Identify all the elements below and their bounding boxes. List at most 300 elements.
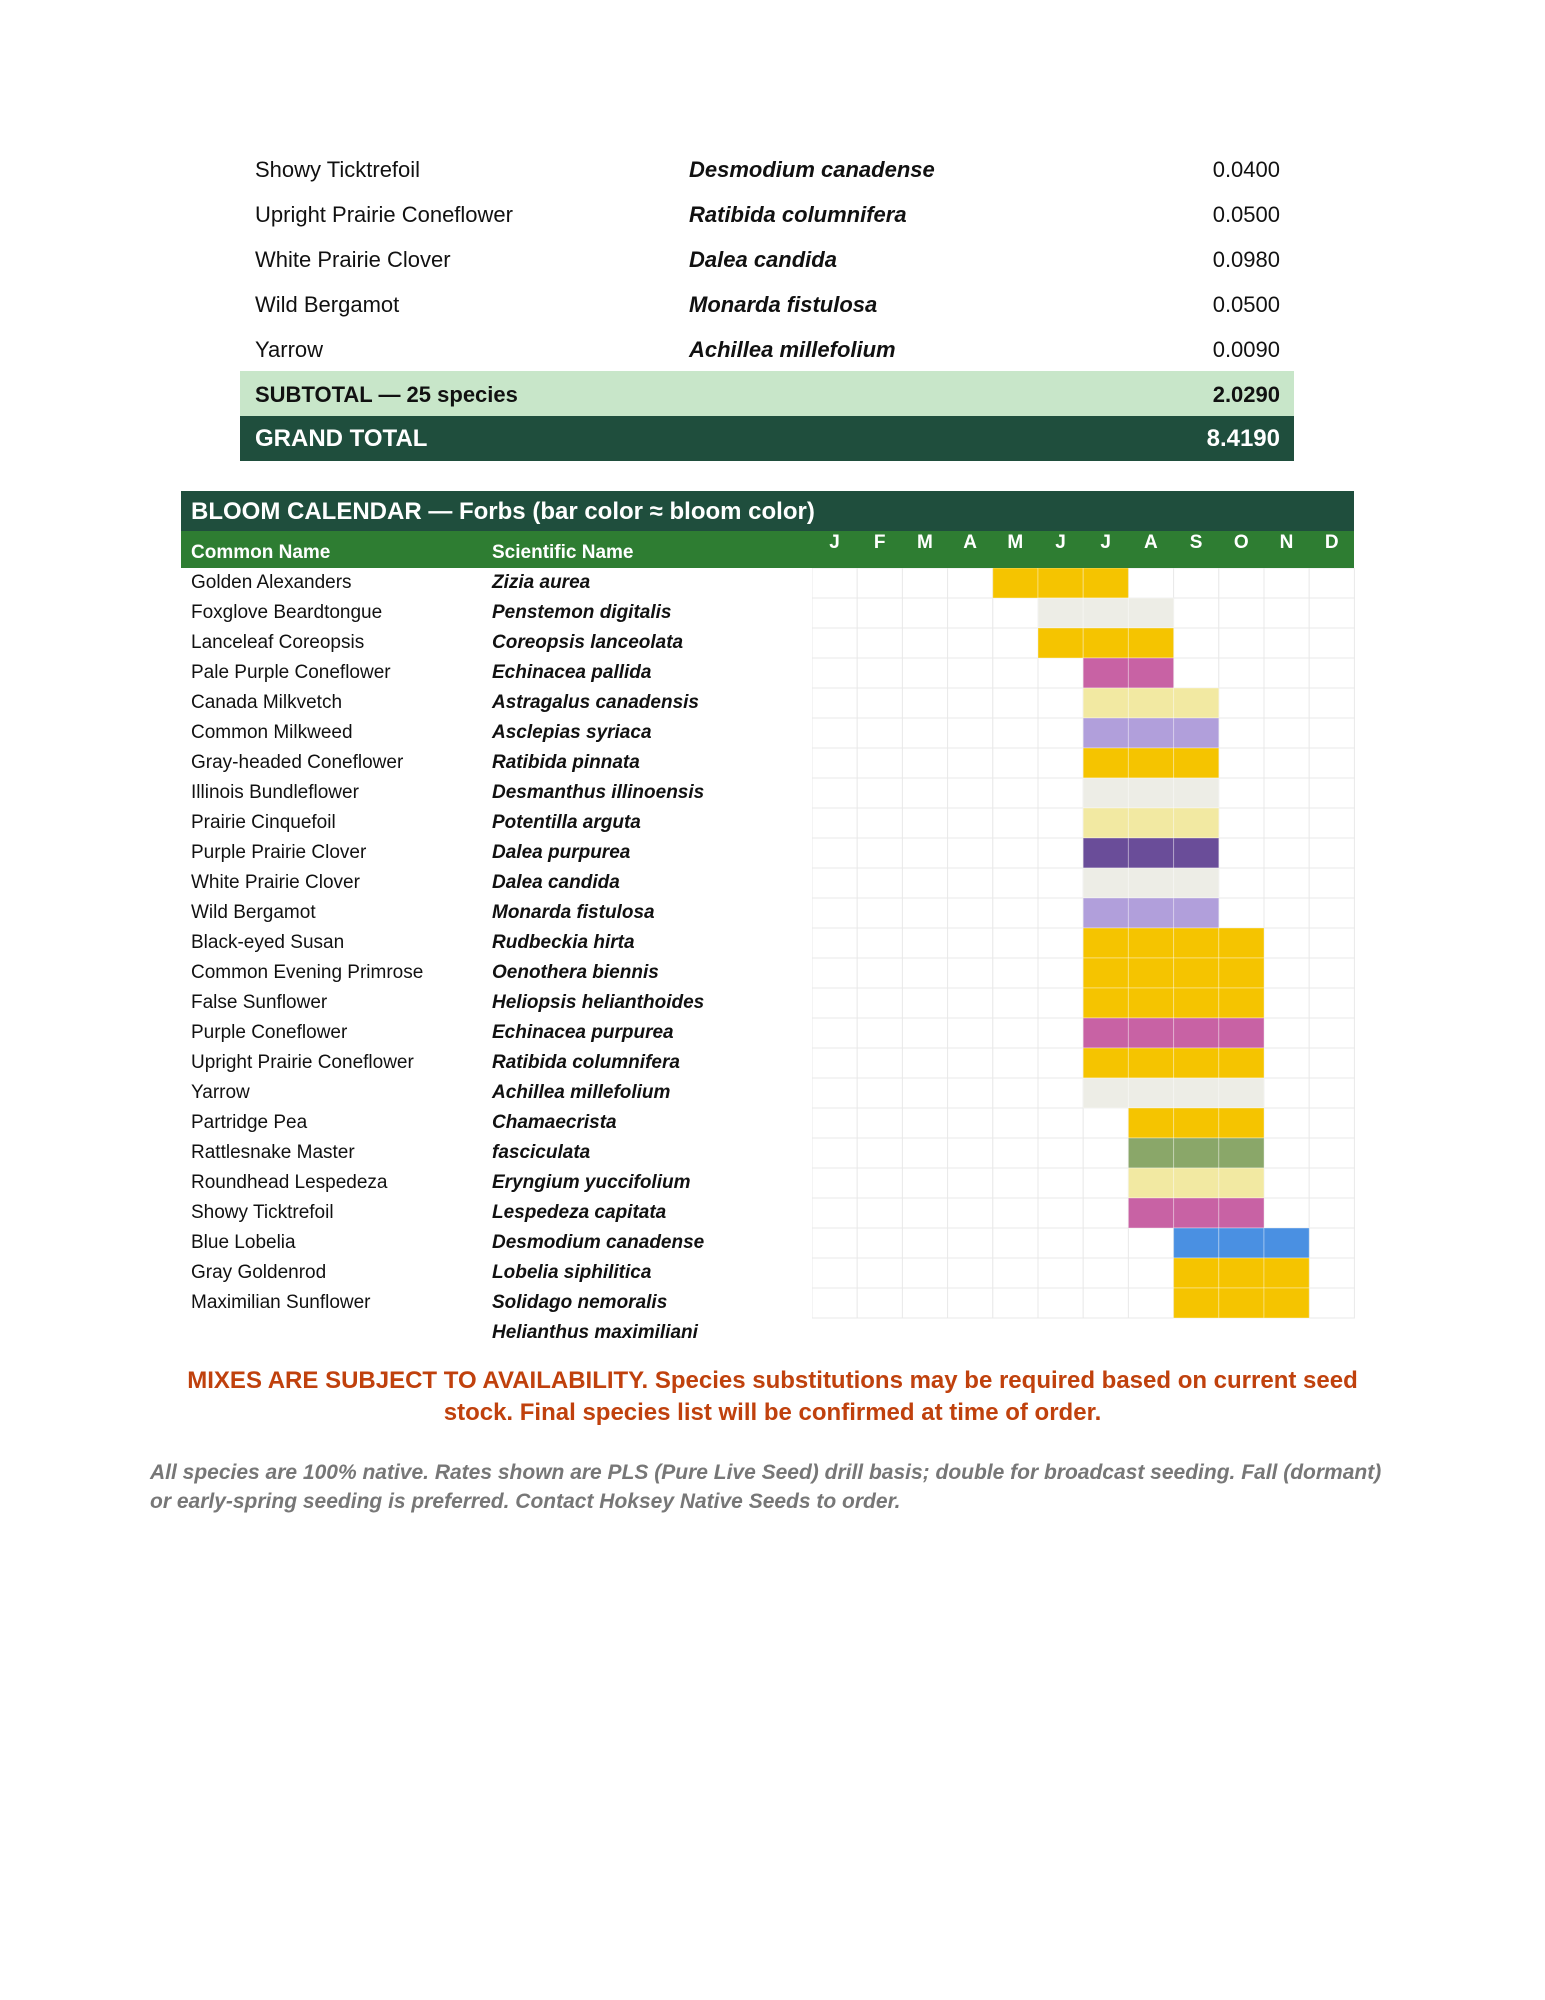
grid-cell (1309, 928, 1354, 958)
bloom-bar-cell (993, 568, 1038, 598)
bloom-bar-cell (1219, 1048, 1264, 1078)
scientific-name-header: Scientific Name (492, 542, 634, 563)
grid-cell (948, 1288, 993, 1318)
calendar-scientific-name: Solidago nemoralis (492, 1292, 668, 1313)
grid-cell (1038, 1138, 1083, 1168)
grid-cell (948, 1108, 993, 1138)
grid-cell (948, 928, 993, 958)
common-name: Wild Bergamot (255, 292, 400, 317)
bloom-bar-cell (1174, 958, 1219, 988)
grid-cell (1038, 658, 1083, 688)
bloom-bar-cell (1083, 958, 1128, 988)
grid-cell (1309, 1288, 1354, 1318)
grid-cell (1264, 898, 1309, 928)
grid-cell (1309, 1048, 1354, 1078)
grid-cell (993, 1078, 1038, 1108)
grid-cell (902, 868, 947, 898)
grid-cell (1174, 598, 1219, 628)
grid-cell (1128, 568, 1173, 598)
grid-cell (1309, 1228, 1354, 1258)
grid-cell (812, 718, 857, 748)
grid-cell (1264, 658, 1309, 688)
bloom-bar-cell (1083, 928, 1128, 958)
month-header: N (1279, 532, 1294, 553)
grid-cell (948, 1258, 993, 1288)
calendar-common-name: Upright Prairie Coneflower (191, 1052, 414, 1073)
grid-cell (857, 568, 902, 598)
calendar-scientific-name: Rudbeckia hirta (492, 932, 635, 953)
grid-cell (948, 688, 993, 718)
grid-cell (1038, 688, 1083, 718)
grid-cell (1264, 748, 1309, 778)
species-row (240, 191, 1294, 236)
grid-cell (1128, 1288, 1173, 1318)
calendar-common-name: Yarrow (191, 1082, 250, 1103)
grid-cell (1264, 598, 1309, 628)
grid-cell (812, 688, 857, 718)
bloom-bar-cell (1083, 658, 1128, 688)
calendar-common-name: Purple Prairie Clover (191, 842, 367, 863)
grid-cell (1083, 1288, 1128, 1318)
availability-note: MIXES ARE SUBJECT TO AVAILABILITY. Species substitutions may be required based on current seed stock. Final species list will be confirmed at time of order. (187, 1367, 1358, 1426)
bloom-bar-cell (1174, 868, 1219, 898)
grid-cell (1309, 1138, 1354, 1168)
calendar-common-name: Foxglove Beardtongue (191, 602, 383, 623)
calendar-common-name: Common Evening Primrose (191, 962, 424, 983)
bloom-bar-cell (1083, 1048, 1128, 1078)
bloom-bar-cell (1128, 658, 1173, 688)
grid-cell (1038, 988, 1083, 1018)
grid-cell (857, 1138, 902, 1168)
grid-cell (1038, 808, 1083, 838)
bloom-bar-cell (1128, 598, 1173, 628)
calendar-scientific-name: Coreopsis lanceolata (492, 632, 684, 653)
grid-cell (902, 1108, 947, 1138)
grid-cell (1038, 718, 1083, 748)
grid-cell (902, 658, 947, 688)
calendar-common-name: Illinois Bundleflower (191, 782, 359, 803)
calendar-scientific-name: Achillea millefolium (492, 1082, 671, 1103)
calendar-common-name: Blue Lobelia (191, 1232, 296, 1253)
grid-cell (1264, 1048, 1309, 1078)
grid-cell (812, 1018, 857, 1048)
bloom-calendar (181, 491, 1354, 1348)
grid-cell (812, 1048, 857, 1078)
bloom-bar-cell (1219, 1228, 1264, 1258)
grid-cell (857, 808, 902, 838)
bloom-bar-cell (1174, 748, 1219, 778)
bloom-bar-cell (1219, 958, 1264, 988)
bloom-bar-cell (1174, 1138, 1219, 1168)
grid-cell (1083, 1138, 1128, 1168)
grid-cell (993, 838, 1038, 868)
grid-cell (857, 1018, 902, 1048)
grid-cell (1038, 1018, 1083, 1048)
bloom-bar-cell (1083, 1018, 1128, 1048)
grid-cell (993, 658, 1038, 688)
grid-cell (812, 1138, 857, 1168)
bloom-bar-cell (1083, 568, 1128, 598)
grid-cell (1264, 1108, 1309, 1138)
month-header: M (916, 532, 933, 553)
grid-cell (902, 928, 947, 958)
month-header: S (1189, 532, 1203, 553)
grid-cell (948, 1018, 993, 1048)
grid-cell (1309, 1258, 1354, 1288)
grid-cell (948, 658, 993, 688)
grid-cell (1038, 1258, 1083, 1288)
grid-cell (993, 808, 1038, 838)
bloom-bar-cell (1264, 1228, 1309, 1258)
bloom-bar-cell (1128, 988, 1173, 1018)
calendar-scientific-name: Echinacea pallida (492, 662, 652, 683)
bloom-bar-cell (1128, 1138, 1173, 1168)
bloom-calendar-header (181, 531, 1354, 568)
calendar-common-name: Roundhead Lespedeza (191, 1172, 388, 1193)
grid-cell (812, 958, 857, 988)
bloom-bar-cell (1038, 598, 1083, 628)
grid-cell (902, 1138, 947, 1168)
grid-cell (948, 868, 993, 898)
footer-note: All species are 100% native. Rates shown are PLS (Pure Live Seed) drill basis; double for broadcast seeding. Fall (dormant) or early-spring seeding is preferred. Contact Hoksey Native Seeds to order. (150, 1461, 1382, 1513)
bloom-bar-cell (1219, 1018, 1264, 1048)
bloom-bar-cell (1128, 958, 1173, 988)
grid-cell (1083, 1108, 1128, 1138)
grid-cell (993, 1228, 1038, 1258)
bloom-bar-cell (1174, 1108, 1219, 1138)
scientific-name: Achillea millefolium (689, 337, 896, 362)
grid-cell (1309, 808, 1354, 838)
bloom-bar-cell (1174, 1168, 1219, 1198)
grid-cell (948, 598, 993, 628)
calendar-scientific-name: Desmodium canadense (492, 1232, 705, 1253)
bloom-bar-cell (1128, 1108, 1173, 1138)
calendar-common-name: Pale Purple Coneflower (191, 662, 391, 683)
bloom-bar-cell (1128, 1048, 1173, 1078)
grid-cell (857, 748, 902, 778)
scientific-name: Desmodium canadense (689, 157, 935, 182)
grid-cell (1309, 688, 1354, 718)
grid-cell (902, 1078, 947, 1108)
grid-cell (812, 568, 857, 598)
bloom-bar-cell (1083, 718, 1128, 748)
grid-cell (1309, 658, 1354, 688)
bloom-bar-cell (1264, 1288, 1309, 1318)
bloom-bar-cell (1174, 688, 1219, 718)
bloom-bar-cell (1219, 1258, 1264, 1288)
grid-cell (1219, 808, 1264, 838)
grid-cell (812, 1108, 857, 1138)
grid-cell (993, 1108, 1038, 1138)
calendar-scientific-name: Asclepias syriaca (492, 722, 652, 743)
scientific-name: Ratibida columnifera (689, 202, 907, 227)
month-header: O (1233, 532, 1249, 553)
grid-cell (857, 778, 902, 808)
calendar-common-name: False Sunflower (191, 992, 328, 1013)
seed-rate: 0.0500 (1212, 202, 1280, 227)
grid-cell (812, 598, 857, 628)
bloom-bar-cell (1174, 988, 1219, 1018)
grid-cell (812, 658, 857, 688)
grid-cell (1264, 1138, 1309, 1168)
calendar-scientific-name: Echinacea purpurea (492, 1022, 674, 1043)
bloom-bar-cell (1128, 808, 1173, 838)
grid-cell (1309, 1078, 1354, 1108)
calendar-scientific-name: Oenothera biennis (492, 962, 659, 983)
bloom-bar-cell (1128, 1168, 1173, 1198)
grid-cell (993, 988, 1038, 1018)
calendar-scientific-name: Desmanthus illinoensis (492, 782, 705, 803)
calendar-scientific-name: Penstemon digitalis (492, 602, 672, 623)
grid-cell (1083, 1168, 1128, 1198)
grid-cell (1038, 1048, 1083, 1078)
grid-cell (1264, 1198, 1309, 1228)
month-header: J (829, 532, 840, 553)
common-name: Showy Ticktrefoil (255, 157, 421, 182)
bloom-bar-cell (1219, 1198, 1264, 1228)
grid-cell (1309, 838, 1354, 868)
grid-cell (1264, 718, 1309, 748)
grid-cell (993, 868, 1038, 898)
common-name-column (191, 568, 423, 1318)
grand-total-label: GRAND TOTAL (255, 425, 428, 452)
grid-cell (902, 1228, 947, 1258)
grid-cell (902, 808, 947, 838)
month-header: J (1100, 532, 1111, 553)
grid-cell (1174, 628, 1219, 658)
grid-cell (993, 688, 1038, 718)
grid-cell (1038, 898, 1083, 928)
grid-cell (902, 748, 947, 778)
bloom-bar-cell (1083, 868, 1128, 898)
grid-cell (902, 568, 947, 598)
bloom-calendar-title-text: BLOOM CALENDAR — Forbs (bar color ≈ bloom color) (191, 498, 815, 525)
bloom-calendar-title (181, 491, 1354, 531)
bloom-bar-cell (1174, 1288, 1219, 1318)
bloom-bar-cell (1264, 1258, 1309, 1288)
scientific-name: Dalea candida (689, 247, 837, 272)
grand-total-row (240, 416, 1294, 461)
grid-cell (857, 1078, 902, 1108)
calendar-scientific-name: Ratibida columnifera (492, 1052, 680, 1073)
bloom-bar-cell (1128, 868, 1173, 898)
grid-cell (948, 808, 993, 838)
calendar-scientific-name: Zizia aurea (492, 572, 591, 593)
bloom-bar-cell (1174, 1078, 1219, 1108)
grid-cell (857, 838, 902, 868)
scientific-name: Monarda fistulosa (689, 292, 878, 317)
grid-cell (812, 988, 857, 1018)
bloom-bar-cell (1174, 808, 1219, 838)
grid-cell (993, 1048, 1038, 1078)
calendar-common-name: Canada Milkvetch (191, 692, 343, 713)
bloom-bar-cell (1174, 1198, 1219, 1228)
grid-cell (993, 1138, 1038, 1168)
grid-cell (812, 1168, 857, 1198)
grid-cell (993, 1288, 1038, 1318)
grid-cell (1038, 838, 1083, 868)
grid-cell (812, 928, 857, 958)
grid-cell (1128, 1258, 1173, 1288)
grid-cell (812, 1228, 857, 1258)
calendar-common-name: White Prairie Clover (191, 872, 360, 893)
calendar-scientific-name: Astragalus canadensis (492, 692, 699, 713)
grid-cell (902, 898, 947, 928)
bloom-bar-cell (1174, 838, 1219, 868)
grid-cell (1309, 1018, 1354, 1048)
grid-cell (993, 748, 1038, 778)
grid-cell (812, 1198, 857, 1228)
grid-cell (1264, 568, 1309, 598)
grid-cell (1264, 958, 1309, 988)
grid-cell (1219, 688, 1264, 718)
species-row (240, 326, 1294, 371)
calendar-common-name: Common Milkweed (191, 722, 353, 743)
grid-cell (1309, 778, 1354, 808)
grid-cell (857, 1198, 902, 1228)
bloom-bar-cell (1083, 988, 1128, 1018)
grid-cell (902, 718, 947, 748)
grid-cell (948, 958, 993, 988)
common-name: Yarrow (255, 337, 324, 362)
grid-cell (993, 1018, 1038, 1048)
grid-cell (1219, 898, 1264, 928)
grid-cell (902, 1168, 947, 1198)
calendar-scientific-name: Potentilla arguta (492, 812, 641, 833)
bloom-bar-cell (1219, 988, 1264, 1018)
grid-cell (1038, 1198, 1083, 1228)
calendar-common-name: Black-eyed Susan (191, 932, 345, 953)
bloom-bar-cell (1083, 898, 1128, 928)
grid-cell (948, 628, 993, 658)
grid-cell (1219, 718, 1264, 748)
grid-cell (1038, 958, 1083, 988)
grid-cell (1219, 658, 1264, 688)
bloom-calendar-body (181, 568, 1354, 1348)
grid-cell (1219, 838, 1264, 868)
bloom-bar-cell (1128, 778, 1173, 808)
calendar-common-name: Rattlesnake Master (191, 1142, 355, 1163)
grid-cell (1309, 568, 1354, 598)
bloom-bar-cell (1219, 1168, 1264, 1198)
seed-rate: 0.0090 (1212, 337, 1280, 362)
grid-cell (1309, 1198, 1354, 1228)
grid-cell (1083, 1258, 1128, 1288)
month-header: A (963, 532, 977, 553)
grid-cell (993, 898, 1038, 928)
grid-cell (948, 1048, 993, 1078)
subtotal-value: 2.0290 (1212, 382, 1280, 407)
subtotal-row (240, 371, 1294, 416)
species-row (240, 146, 1294, 191)
bloom-bar-cell (1038, 628, 1083, 658)
grid-cell (948, 778, 993, 808)
grid-cell (993, 718, 1038, 748)
grid-cell (857, 688, 902, 718)
calendar-common-name: Gray Goldenrod (191, 1262, 327, 1283)
grid-cell (1309, 748, 1354, 778)
bloom-bar-cell (1174, 898, 1219, 928)
species-table (240, 146, 1294, 461)
grid-cell (1264, 1078, 1309, 1108)
grid-cell (1264, 868, 1309, 898)
bloom-bar-cell (1219, 928, 1264, 958)
bloom-bar-cell (1174, 1228, 1219, 1258)
grid-cell (1038, 1288, 1083, 1318)
grid-cell (1219, 568, 1264, 598)
calendar-scientific-name: Eryngium yuccifolium (492, 1172, 691, 1193)
grid-cell (812, 778, 857, 808)
grid-cell (1219, 628, 1264, 658)
bloom-bar-cell (1128, 898, 1173, 928)
grid-cell (1264, 778, 1309, 808)
grid-cell (857, 718, 902, 748)
grid-cell (857, 598, 902, 628)
bloom-bar-cell (1128, 718, 1173, 748)
bloom-bar-cell (1038, 568, 1083, 598)
grid-cell (1038, 748, 1083, 778)
bloom-bar-cell (1219, 1138, 1264, 1168)
grid-cell (1038, 1078, 1083, 1108)
bloom-bar-cell (1128, 628, 1173, 658)
grid-cell (948, 748, 993, 778)
calendar-scientific-name: Monarda fistulosa (492, 902, 655, 923)
grid-cell (857, 628, 902, 658)
seed-rate: 0.0980 (1212, 247, 1280, 272)
grand-total-value: 8.4190 (1206, 425, 1280, 452)
grid-cell (1309, 1168, 1354, 1198)
grid-cell (902, 778, 947, 808)
grid-cell (948, 1138, 993, 1168)
grid-cell (857, 1168, 902, 1198)
subtotal-label: SUBTOTAL — 25 species (255, 382, 518, 407)
grid-cell (1264, 928, 1309, 958)
grid-cell (993, 1168, 1038, 1198)
calendar-scientific-name: Ratibida pinnata (492, 752, 640, 773)
bloom-bar-cell (1174, 1018, 1219, 1048)
bloom-bar-cell (1128, 928, 1173, 958)
bloom-bar-cell (1174, 928, 1219, 958)
grid-cell (857, 928, 902, 958)
grid-cell (1038, 1168, 1083, 1198)
calendar-scientific-name: Chamaecrista (492, 1112, 617, 1133)
grid-cell (1128, 1228, 1173, 1258)
grid-cell (948, 898, 993, 928)
grid-cell (1309, 868, 1354, 898)
bloom-bar-cell (1083, 808, 1128, 838)
seed-rate: 0.0400 (1212, 157, 1280, 182)
grid-cell (1038, 928, 1083, 958)
calendar-common-name: Showy Ticktrefoil (191, 1202, 334, 1223)
calendar-common-name: Purple Coneflower (191, 1022, 348, 1043)
bloom-bar-cell (1083, 688, 1128, 718)
grid-cell (1038, 778, 1083, 808)
grid-cell (948, 1228, 993, 1258)
bloom-bar-cell (1083, 1078, 1128, 1108)
grid-cell (857, 1228, 902, 1258)
grid-cell (993, 628, 1038, 658)
bloom-bar-cell (1128, 838, 1173, 868)
common-name: Upright Prairie Coneflower (255, 202, 513, 227)
grid-cell (902, 1048, 947, 1078)
grid-cell (902, 988, 947, 1018)
bloom-bar-cell (1219, 1108, 1264, 1138)
grid-cell (902, 1288, 947, 1318)
calendar-common-name: Maximilian Sunflower (191, 1292, 371, 1313)
grid-cell (1309, 628, 1354, 658)
grid-cell (948, 838, 993, 868)
grid-cell (812, 868, 857, 898)
